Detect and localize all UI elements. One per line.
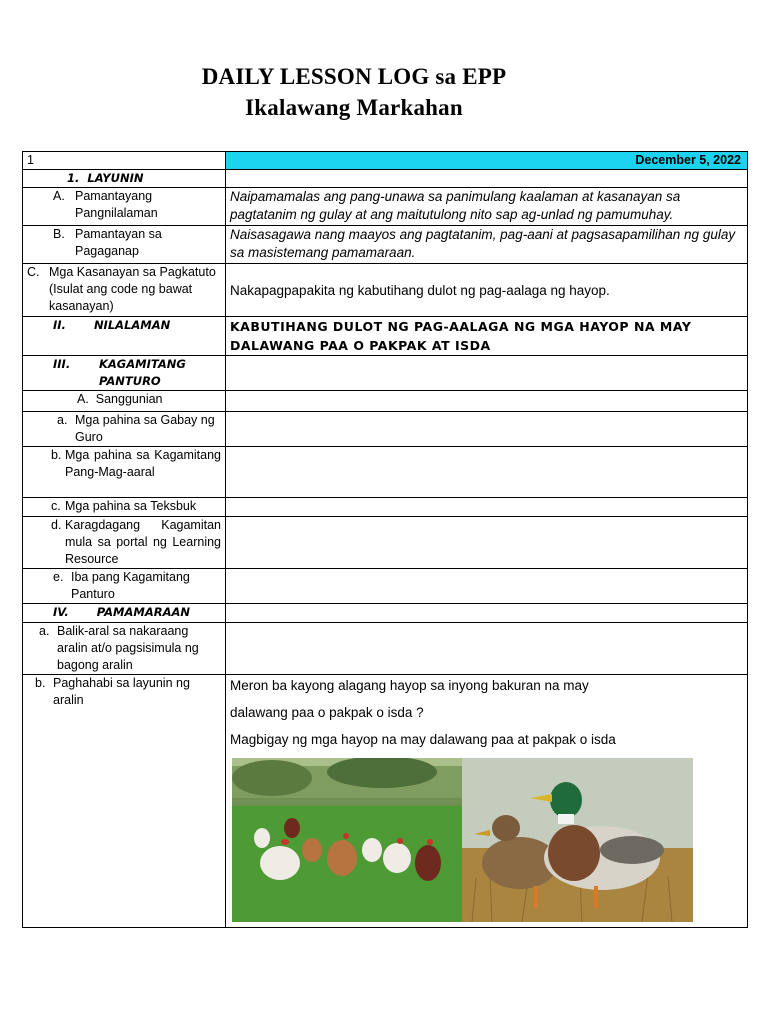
page-subtitle: Ikalawang Markahan — [245, 95, 463, 120]
kagamitang-mag-aaral-value — [226, 447, 748, 498]
pamantayan-sa-pagganap-label: B. Pamantayan sa Pagaganap — [23, 226, 226, 264]
chickens-photo — [232, 758, 462, 922]
gabay-ng-guro-value — [226, 412, 748, 447]
nilalaman-value: KABUTIHANG DULOT NG PAG-AALAGA NG MGA HAYOP NA MAY DALAWANG PAA O PAKPAK AT ISDA — [226, 317, 748, 356]
sanggunian-label: A. Sanggunian — [23, 391, 226, 412]
paghahabi-line-3: Magbigay ng mga hayop na may dalawang paa at pakpak o isda — [230, 732, 616, 747]
page-title: DAILY LESSON LOG sa EPP — [201, 64, 507, 89]
balik-aral-value — [226, 623, 748, 675]
balik-aral-label: a. Balik-aral sa nakaraang aralin at/o pagsisimula ng bagong aralin — [23, 623, 226, 675]
iba-pang-kagamitan-value — [226, 569, 748, 604]
kasanayan-value: Nakapagpapakita ng kabutihang dulot ng pag-aalaga ng hayop. — [226, 264, 748, 317]
karagdagang-kagamitan-value — [226, 517, 748, 569]
kagamitang-mag-aaral-label: b. Mga pahina sa Kagamitang Pang-Mag-aaral — [23, 447, 226, 498]
pamantayang-pangnilalaman-value: Naipamamalas ang pang-unawa sa panimulang kaalaman at kasanayan sa pagtatanim ng gulay at ang maitutulong nito sap ag-unlad ng pamumuhay. — [226, 188, 748, 226]
animal-photos — [232, 758, 743, 922]
gabay-ng-guro-label: a. Mga pahina sa Gabay ng Guro — [23, 412, 226, 447]
iba-pang-kagamitan-label: e. Iba pang Kagamitang Panturo — [23, 569, 226, 604]
layunin-label-cell: 1. LAYUNIN — [23, 170, 226, 188]
pamantayang-pangnilalaman-label: A. Pamantayang Pangnilalaman — [23, 188, 226, 226]
paghahabi-label: b. Paghahabi sa layunin ng aralin — [23, 675, 226, 928]
paghahabi-line-2: dalawang paa o pakpak o isda ? — [230, 705, 424, 720]
layunin-value-cell — [226, 170, 748, 188]
kasanayan-label: C. Mga Kasanayan sa Pagkatuto (Isulat ang code ng bawat kasanayan) — [23, 264, 226, 317]
paghahabi-line-1: Meron ba kayong alagang hayop sa inyong bakuran na may — [230, 678, 589, 693]
kagamitang-panturo-value — [226, 356, 748, 391]
lesson-log-table — [22, 151, 748, 928]
date-cell: December 5, 2022 — [226, 152, 748, 170]
ducks-photo — [462, 758, 693, 922]
row-number-cell: 1 — [23, 152, 226, 170]
paghahabi-value — [226, 675, 748, 928]
sanggunian-value — [226, 391, 748, 412]
teksbuk-label: c. Mga pahina sa Teksbuk — [23, 498, 226, 517]
karagdagang-kagamitan-label: d. Karagdagang Kagamitan mula sa portal ng Learning Resource — [23, 517, 226, 569]
pamamaraan-label: IV. PAMAMARAAN — [23, 604, 226, 623]
teksbuk-value — [226, 498, 748, 517]
kagamitang-panturo-label: III. KAGAMITANG PANTURO — [23, 356, 226, 391]
pamamaraan-value — [226, 604, 748, 623]
pamantayan-sa-pagganap-value: Naisasagawa nang maayos ang pagtatanim, pag-aani at pagsasapamilihan ng gulay sa masistemang pamamaraan. — [226, 226, 748, 264]
nilalaman-label: II. NILALAMAN — [23, 317, 226, 356]
